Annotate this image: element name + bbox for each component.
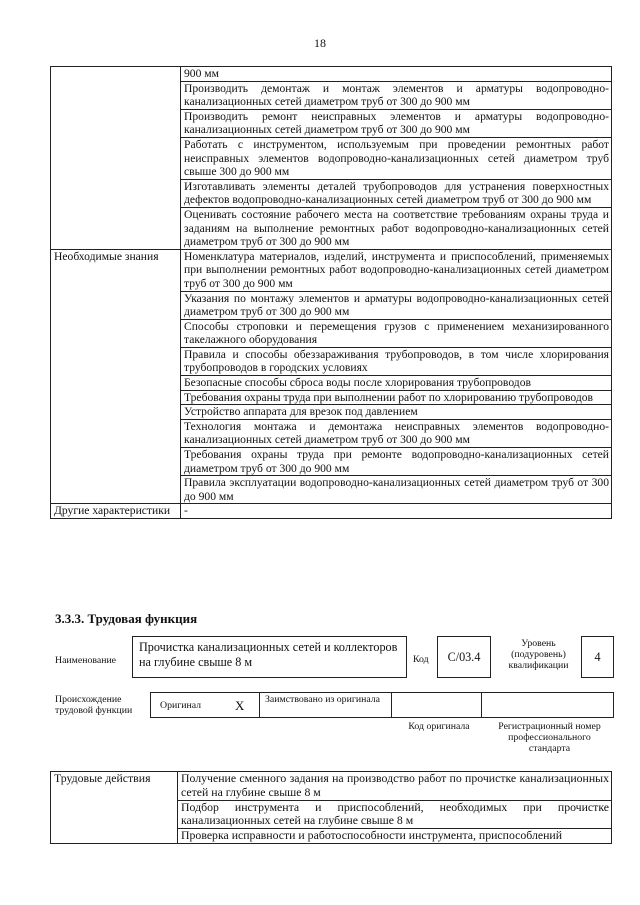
original-label: Оригинал <box>160 700 202 711</box>
original-mark: X <box>235 698 245 713</box>
borrowed-label: Заимствовано из оригинала <box>265 694 380 705</box>
table-cell: Изготавливать элементы деталей трубопроводов для устранения поверхностных дефектов водопроводно-канализационных сетей диаметром труб от 300 до 900 мм <box>181 179 612 207</box>
code-original-caption: Код оригинала <box>408 721 470 732</box>
table-cell: Безопасные способы сброса воды после хлорирования трубопроводов <box>181 376 612 391</box>
table-cell: Производить демонтаж и монтаж элементов и арматуры водопроводно-канализационных сетей диаметром труб от 300 до 900 мм <box>181 81 612 109</box>
level-label: Уровень (подуровень) квалификации <box>508 638 569 671</box>
table-row <box>51 772 612 801</box>
row-label-knowledge: Необходимые знания <box>51 249 181 504</box>
row-label <box>51 67 181 250</box>
table-cell: Требования охраны труда при выполнении работ по хлорированию трубопроводов <box>181 390 612 405</box>
name-label: Наименование <box>55 655 117 666</box>
table-cell: Способы строповки и перемещения грузов с применением механизированного такелажного оборудования <box>181 319 612 347</box>
table-cell: Технология монтажа и демонтажа неисправных элементов водопроводно-канализационных сетей диаметром труб от 300 до 900 мм <box>181 419 612 447</box>
table-cell: Оценивать состояние рабочего места на соответствие требованиям охраны труда и заданиям на выполнение ремонтных работ водопроводно-канализационных сетей диаметром труб от 300 до 900 мм <box>181 207 612 249</box>
code-original-cell <box>391 692 482 718</box>
row-label-actions: Трудовые действия <box>51 772 178 844</box>
table-cell: Правила эксплуатации водопроводно-канализационных сетей диаметром труб от 300 до 900 мм <box>181 476 612 504</box>
row-label-other: Другие характеристики <box>51 504 181 519</box>
table-cell: 900 мм <box>181 67 612 82</box>
table-row <box>51 249 612 291</box>
table-cell: Получение сменного задания на производство работ по прочистке канализационных сетей на глубине свыше 8 м <box>178 772 612 801</box>
level-field: 4 <box>581 636 614 678</box>
table-row <box>51 504 612 519</box>
page-number: 18 <box>314 36 326 50</box>
table-cell: Номенклатура материалов, изделий, инструмента и приспособлений, применяемых при выполнении ремонтных работ водопроводно-канализационных сетей диаметром труб от 300 до 900 мм <box>181 249 612 291</box>
reg-number-caption: Регистрационный номер профессионального стандарта <box>498 721 601 754</box>
table-cell: Производить ремонт неисправных элементов и арматуры водопроводно-канализационных сетей диаметром труб от 300 до 900 мм <box>181 109 612 137</box>
table-cell: Правила и способы обеззараживания трубопроводов, в том числе хлорирования трубопроводов в городских условиях <box>181 347 612 375</box>
code-label: Код <box>413 654 429 665</box>
table-cell: - <box>181 504 612 519</box>
table-cell: Требования охраны труда при ремонте водопроводно-канализационных сетей диаметром труб от 300 до 900 мм <box>181 448 612 476</box>
table-row <box>51 67 612 82</box>
table-cell: Указания по монтажу элементов и арматуры водопроводно-канализационных сетей диаметром труб от 300 до 900 мм <box>181 291 612 319</box>
table-cell: Проверка исправности и работоспособности инструмента, приспособлений <box>178 829 612 844</box>
function-name-field: Прочистка канализационных сетей и коллекторов на глубине свыше 8 м <box>132 636 407 678</box>
code-field: С/03.4 <box>437 636 491 678</box>
table-cell: Подбор инструмента и приспособлений, необходимых при прочистке канализационных сетей на глубине свыше 8 м <box>178 800 612 829</box>
origin-label: Происхождение трудовой функции <box>55 694 133 716</box>
table-cell: Устройство аппарата для врезок под давлением <box>181 405 612 420</box>
table-cell: Работать с инструментом, используемым при проведении ремонтных работ неисправных элементов водопроводно-канализационных сетей диаметром труб свыше 300 до 900 мм <box>181 137 612 179</box>
reg-number-cell <box>481 692 614 718</box>
section-title: 3.3.3. Трудовая функция <box>55 611 198 626</box>
skills-knowledge-table <box>50 66 612 519</box>
labor-actions-table <box>50 771 612 844</box>
